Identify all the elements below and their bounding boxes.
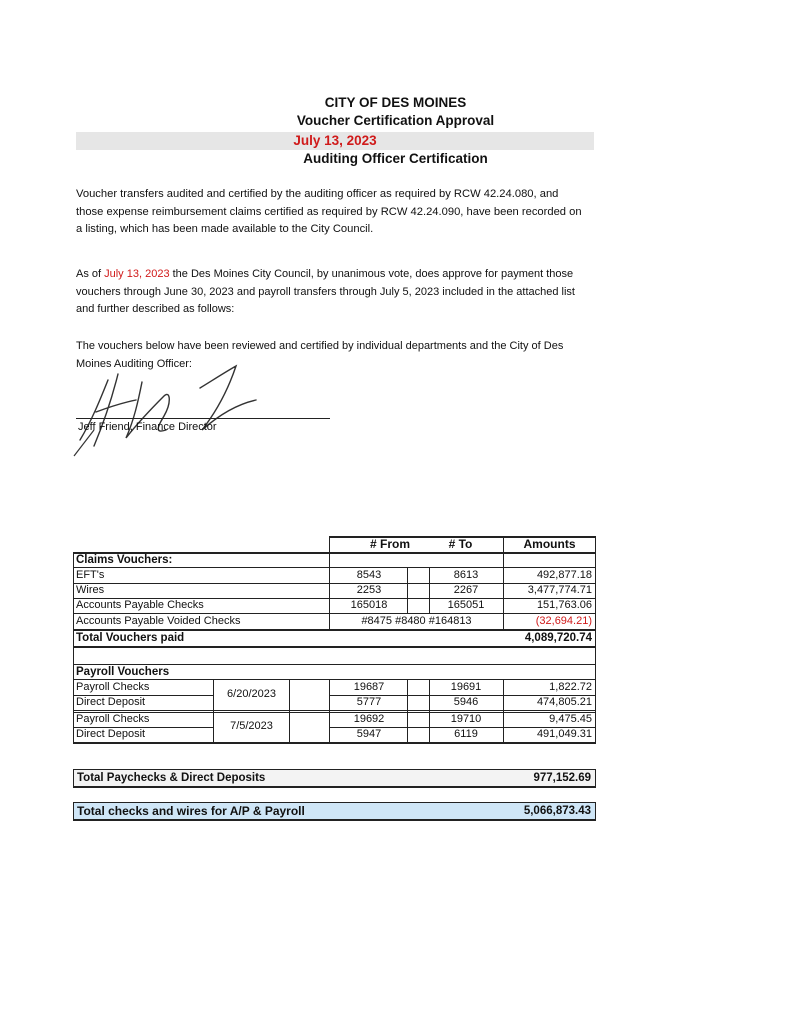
review-paragraph: The vouchers below have been reviewed and certified by individual departments and the City of Des Moines Auditing Officer: [76, 340, 564, 370]
payroll-row-label: Payroll Checks [76, 713, 150, 725]
column-header-amounts: Amounts [523, 537, 576, 551]
grand-total-amount: 5,066,873.43 [523, 805, 591, 817]
column-header-to: # To [448, 537, 473, 551]
approval-date: July 13, 2023 [76, 132, 594, 150]
payroll-row-to: 5946 [453, 696, 479, 708]
payroll-row-amount: 1,822.72 [549, 681, 592, 693]
document-subtitle: Voucher Certification Approval [296, 113, 495, 128]
payroll-row-amount: 9,475.45 [549, 713, 592, 725]
payroll-row-amount: 491,049.31 [536, 728, 592, 740]
approval-text-date: July 13, 2023 [104, 268, 170, 280]
payroll-vouchers-title: Payroll Vouchers [76, 666, 170, 678]
total-paychecks-label: Total Paychecks & Direct Deposits [77, 772, 266, 784]
payroll-row-to: 19691 [450, 681, 482, 693]
certification-paragraph: Voucher transfers audited and certified by the auditing officer as required by RCW 42.24.080, and those expense reimbursement claims certified as required by RCW 42.24.090, have been recorded on a listing, which has been made available to the City Council. [76, 188, 582, 236]
signature-line [76, 418, 330, 419]
claims-row-from: 165018 [350, 599, 388, 611]
claims-row-to: 2267 [453, 584, 479, 596]
claims-row-label: Wires [76, 584, 105, 596]
payroll-row-label: Direct Deposit [76, 728, 146, 740]
voided-check-numbers: #8475 #8480 #164813 [361, 615, 472, 627]
total-vouchers-amount: 4,089,720.74 [524, 632, 592, 644]
claims-row-to: 165051 [447, 599, 485, 611]
claims-row-label: Accounts Payable Checks [76, 599, 204, 611]
payroll-row-to: 19710 [450, 713, 482, 725]
column-header-from: # From [369, 537, 410, 551]
claims-row-label: EFT's [76, 569, 105, 581]
total-paychecks-amount: 977,152.69 [533, 772, 591, 784]
approval-paragraph [76, 266, 586, 319]
section-title: Auditing Officer Certification [303, 151, 488, 166]
voided-checks-amount: (32,694.21) [535, 615, 592, 627]
claims-row-amount: 151,763.06 [536, 599, 592, 611]
voucher-table [73, 536, 596, 818]
claims-vouchers-title: Claims Vouchers: [76, 554, 173, 566]
payroll-date: 7/5/2023 [230, 720, 273, 732]
voided-checks-label: Accounts Payable Voided Checks [76, 615, 241, 627]
claims-row-amount: 3,477,774.71 [527, 584, 592, 596]
payroll-row-from: 19687 [353, 681, 385, 693]
handwritten-signature [60, 360, 290, 460]
payroll-date: 6/20/2023 [227, 688, 276, 700]
total-paychecks-row [73, 769, 596, 788]
payroll-row-from: 5947 [356, 728, 382, 740]
claims-row-from: 8543 [356, 569, 382, 581]
payroll-row-to: 6119 [454, 728, 478, 740]
payroll-row-label: Direct Deposit [76, 696, 146, 708]
approval-text-lead: As of [76, 268, 105, 280]
grand-total-label: Total checks and wires for A/P & Payroll [77, 804, 305, 818]
signer-name: Jeff Friend, Finance Director [78, 421, 217, 433]
payroll-row-from: 5777 [356, 696, 382, 708]
total-vouchers-label: Total Vouchers paid [76, 632, 185, 644]
payroll-row-label: Payroll Checks [76, 681, 150, 693]
payroll-row-from: 19692 [353, 713, 385, 725]
claims-row-from: 2253 [356, 584, 382, 596]
payroll-row-amount: 474,805.21 [536, 696, 592, 708]
grand-total-row [73, 802, 596, 821]
city-title: CITY OF DES MOINES [324, 95, 467, 110]
claims-row-to: 8613 [453, 569, 479, 581]
approval-text-body: the Des Moines City Council, by unanimous vote, does approve for payment those vouchers through June 30, 2023 and payroll transfers through July 5, 2023 included in the attached list and further described as follows: [76, 268, 575, 316]
claims-row-amount: 492,877.18 [536, 569, 592, 581]
